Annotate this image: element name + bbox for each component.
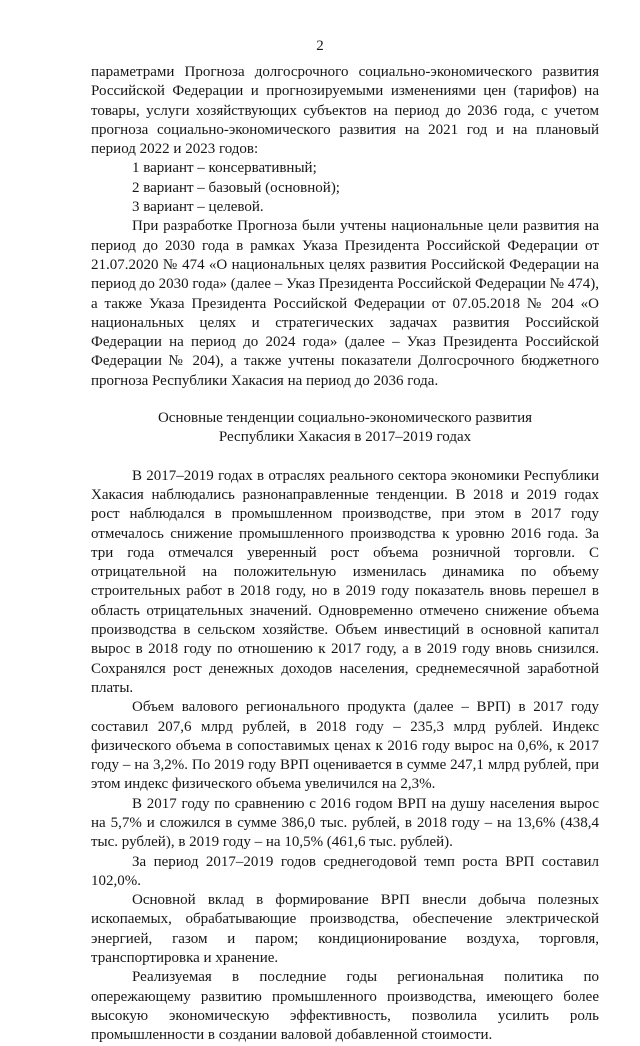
paragraph-industrial-policy: Реализуемая в последние годы региональная политика по опережающему развитию промышленного производства, имеющего более высокую экономическую эффективность, позволила усилить роль промышленности в создании валовой добавленной стоимости.	[91, 969, 599, 1044]
variant-item-3: 3 вариант – целевой.	[132, 199, 264, 216]
variant-item-2: 2 вариант – базовый (основной);	[132, 179, 340, 196]
paragraph-national-goals: При разработке Прогноза были учтены национальные цели развития на период до 2030 года в рамках Указа Президента Российской Федерации от 21.07.2020 № 474 «О национальных целях развития Российской Федерации на период до 2030 года» (далее – Указ Президента Российской Федерации № 474), а также Указа Президента Российской Федерации от 07.05.2018 № 204 «О национальных целях и стратегических задачах развития Российской Федерации на период до 2024 года» (далее – Указ Президента Российской Федерации № 204), а также учтены показатели Долгосрочного бюджетного прогноза Республики Хакасия на период до 2036 года.	[91, 218, 599, 389]
document-body	[91, 63, 599, 1046]
paragraph-grp-contribution: Основной вклад в формирование ВРП внесли добыча полезных ископаемых, обрабатывающие производства, обеспечение электрической энергией, газом и паром; кондиционирование воздуха, торговля, транспортировка и хранение.	[91, 892, 599, 967]
paragraph-grp-per-capita: В 2017 году по сравнению с 2016 годом ВРП на душу населения вырос на 5,7% и сложился в сумме 386,0 тыс. рублей, в 2018 году – на 13,6% (438,4 тыс. рублей), в 2019 году – на 10,5% (461,6 тыс. рублей).	[91, 795, 599, 851]
variant-item-1: 1 вариант – консервативный;	[132, 160, 317, 177]
section-heading	[91, 409, 599, 448]
section-heading-line-1: Основные тенденции социально-экономического развития	[157, 410, 533, 427]
page-number: 2	[316, 38, 324, 54]
paragraph-trends: В 2017–2019 годах в отраслях реального сектора экономики Республики Хакасия наблюдались разнонаправленные тенденции. В 2018 и 2019 годах рост наблюдался в промышленном производстве, при этом в 2017 году отмечалось снижение промышленного производства к уровню 2016 года. За три года отмечался уверенный рост объема розничной торговли. С отрицательной на положительную изменилась динамика по объему строительных работ в 2018 году, но в 2019 году показатель вновь перешел в область отрицательных значений. Одновременно отмечено снижение объема производства в сельском хозяйстве. Объем инвестиций в основной капитал вырос в 2018 году по отношению к 2017 году, а в 2019 году вновь снизился. Сохранялся рост денежных доходов населения, среднемесячной заработной платы.	[91, 467, 599, 696]
paragraph-grp-volume: Объем валового регионального продукта (далее – ВРП) в 2017 году составил 207,6 млрд рублей, в 2018 году – 235,3 млрд рублей. Индекс физического объема в сопоставимых ценах к 2016 году вырос на 0,6%, к 2017 году – на 3,2%. По 2019 году ВРП оценивается в сумме 247,1 млрд рублей, при этом индекс физического объема увеличился на 2,3%.	[91, 699, 599, 793]
paragraph-forecast-parameters: параметрами Прогноза долгосрочного социально-экономического развития Российской Федерации и прогнозируемыми изменениями цен (тарифов) на товары, услуги хозяйствующих субъектов на период до 2036 года, с учетом прогноза социально-экономического развития на 2021 год и на плановый период 2022 и 2023 годов:	[91, 64, 599, 158]
paragraph-grp-growth-rate: За период 2017–2019 годов среднегодовой темп роста ВРП составил 102,0%.	[91, 853, 599, 889]
section-heading-line-2: Республики Хакасия в 2017–2019 годах	[218, 429, 472, 446]
